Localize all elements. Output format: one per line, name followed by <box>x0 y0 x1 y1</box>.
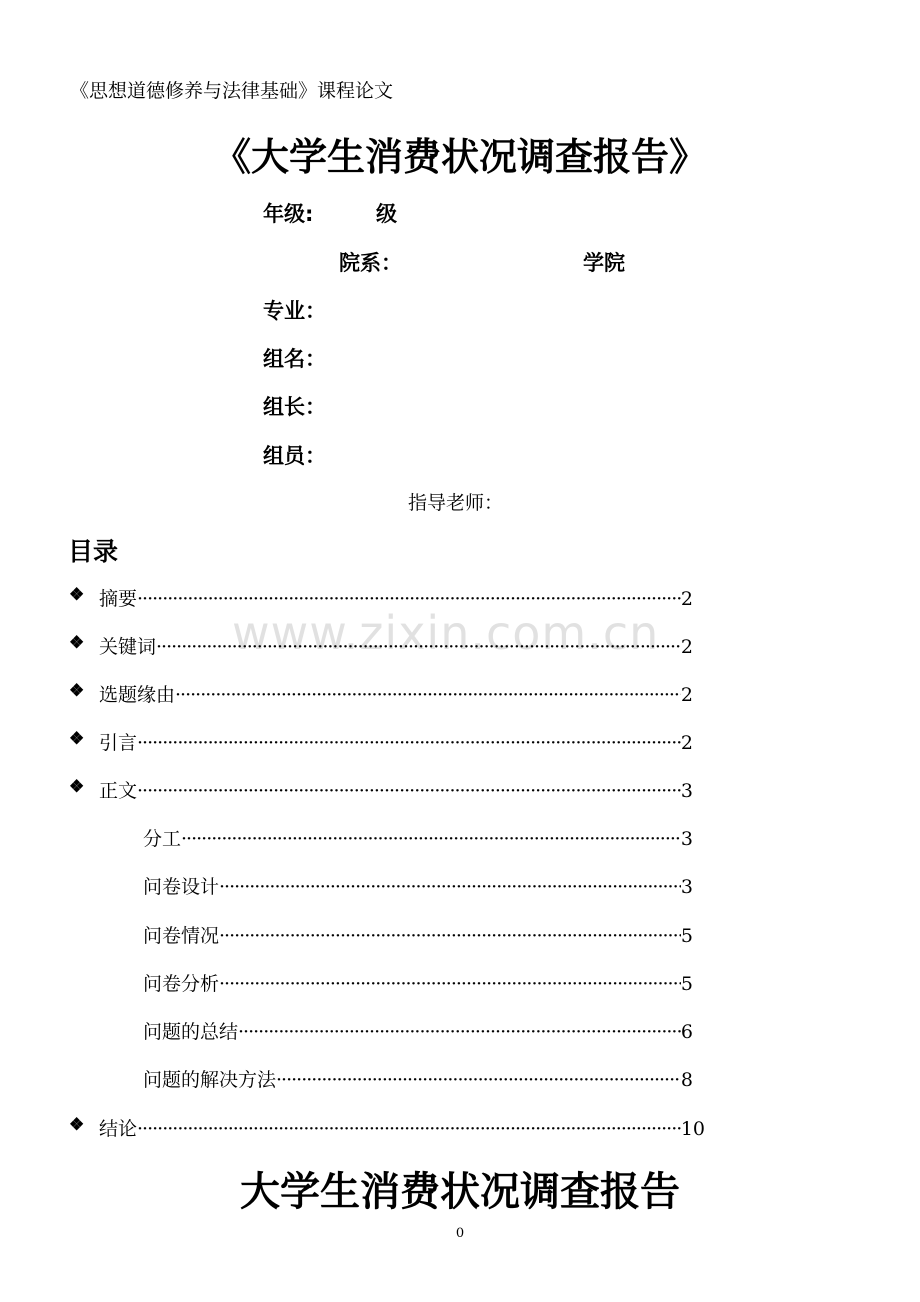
watermark: www.zixin.com.cn <box>232 606 660 660</box>
toc-item-introduction[interactable] <box>69 728 693 756</box>
group-name-label: 组名： <box>263 347 326 371</box>
toc-item-page: 2 <box>680 732 693 754</box>
toc-item-label: 问题的总结 <box>143 1021 239 1043</box>
toc-subitem-problem-summary[interactable] <box>143 1017 693 1045</box>
dot-leader <box>137 780 681 802</box>
grade-label: 年级: <box>263 202 314 226</box>
toc-item-label: 问卷设计 <box>143 876 220 898</box>
dot-leader <box>156 636 681 658</box>
diamond-bullet-icon: ❖ <box>69 777 85 797</box>
toc-item-page: 2 <box>680 636 693 658</box>
diamond-bullet-icon: ❖ <box>69 585 85 605</box>
toc-item-label: 问卷情况 <box>143 925 220 947</box>
toc-subitem-questionnaire-analysis[interactable] <box>143 969 693 997</box>
dot-leader <box>238 1021 681 1043</box>
toc-subitem-division-of-work[interactable] <box>143 824 693 852</box>
body-title: 大学生消费状况调查报告 <box>240 1169 680 1215</box>
toc-item-page: 3 <box>680 876 693 898</box>
page-number: 0 <box>455 1226 465 1241</box>
toc-item-label: 正文 <box>99 780 138 802</box>
toc-item-page: 5 <box>680 925 693 947</box>
toc-item-label: 分工 <box>143 828 182 850</box>
dot-leader <box>137 732 681 754</box>
toc-item-page: 2 <box>680 588 693 610</box>
toc-item-main-text[interactable] <box>69 776 693 804</box>
toc-item-topic-reason[interactable] <box>69 680 693 708</box>
group-members-label: 组员： <box>263 444 326 468</box>
report-title: 《大学生消费状况调查报告》 <box>212 135 707 179</box>
toc-subitem-questionnaire-status[interactable] <box>143 921 693 949</box>
major-label: 专业： <box>263 299 326 323</box>
toc-item-keywords[interactable] <box>69 632 693 660</box>
toc-heading: 目录 <box>68 537 119 566</box>
toc-item-page: 3 <box>680 780 693 802</box>
toc-item-page: 10 <box>680 1118 705 1140</box>
dot-leader <box>137 588 681 610</box>
toc-subitem-solutions[interactable] <box>143 1065 693 1093</box>
toc-item-page: 8 <box>680 1069 693 1091</box>
diamond-bullet-icon: ❖ <box>69 633 85 653</box>
dot-leader <box>276 1069 681 1091</box>
toc-item-label: 问卷分析 <box>143 973 220 995</box>
dot-leader <box>219 876 681 898</box>
advisor-label: 指导老师： <box>408 492 504 514</box>
grade-value: 级 <box>376 202 397 226</box>
course-line: 《思想道德修养与法律基础》课程论文 <box>70 80 394 102</box>
toc-item-label: 引言 <box>99 732 138 754</box>
toc-item-page: 3 <box>680 828 693 850</box>
dot-leader <box>181 828 681 850</box>
toc-item-label: 选题缘由 <box>99 684 176 706</box>
department-value: 学院 <box>583 251 625 275</box>
dot-leader <box>175 684 681 706</box>
toc-item-label: 结论 <box>99 1118 138 1140</box>
toc-item-page: 2 <box>680 684 693 706</box>
toc-item-page: 6 <box>680 1021 693 1043</box>
department-label: 院系： <box>339 251 402 275</box>
dot-leader <box>219 925 681 947</box>
toc-item-page: 5 <box>680 973 693 995</box>
toc-item-conclusion[interactable] <box>69 1114 705 1142</box>
dot-leader <box>219 973 681 995</box>
toc-item-label: 问题的解决方法 <box>143 1069 277 1091</box>
toc-subitem-questionnaire-design[interactable] <box>143 872 693 900</box>
dot-leader <box>137 1118 681 1140</box>
diamond-bullet-icon: ❖ <box>69 729 85 749</box>
group-leader-label: 组长： <box>263 395 326 419</box>
toc-item-label: 摘要 <box>99 588 138 610</box>
toc-item-label: 关键词 <box>99 636 157 658</box>
diamond-bullet-icon: ❖ <box>69 1115 85 1135</box>
diamond-bullet-icon: ❖ <box>69 681 85 701</box>
toc-item-abstract[interactable] <box>69 584 693 612</box>
